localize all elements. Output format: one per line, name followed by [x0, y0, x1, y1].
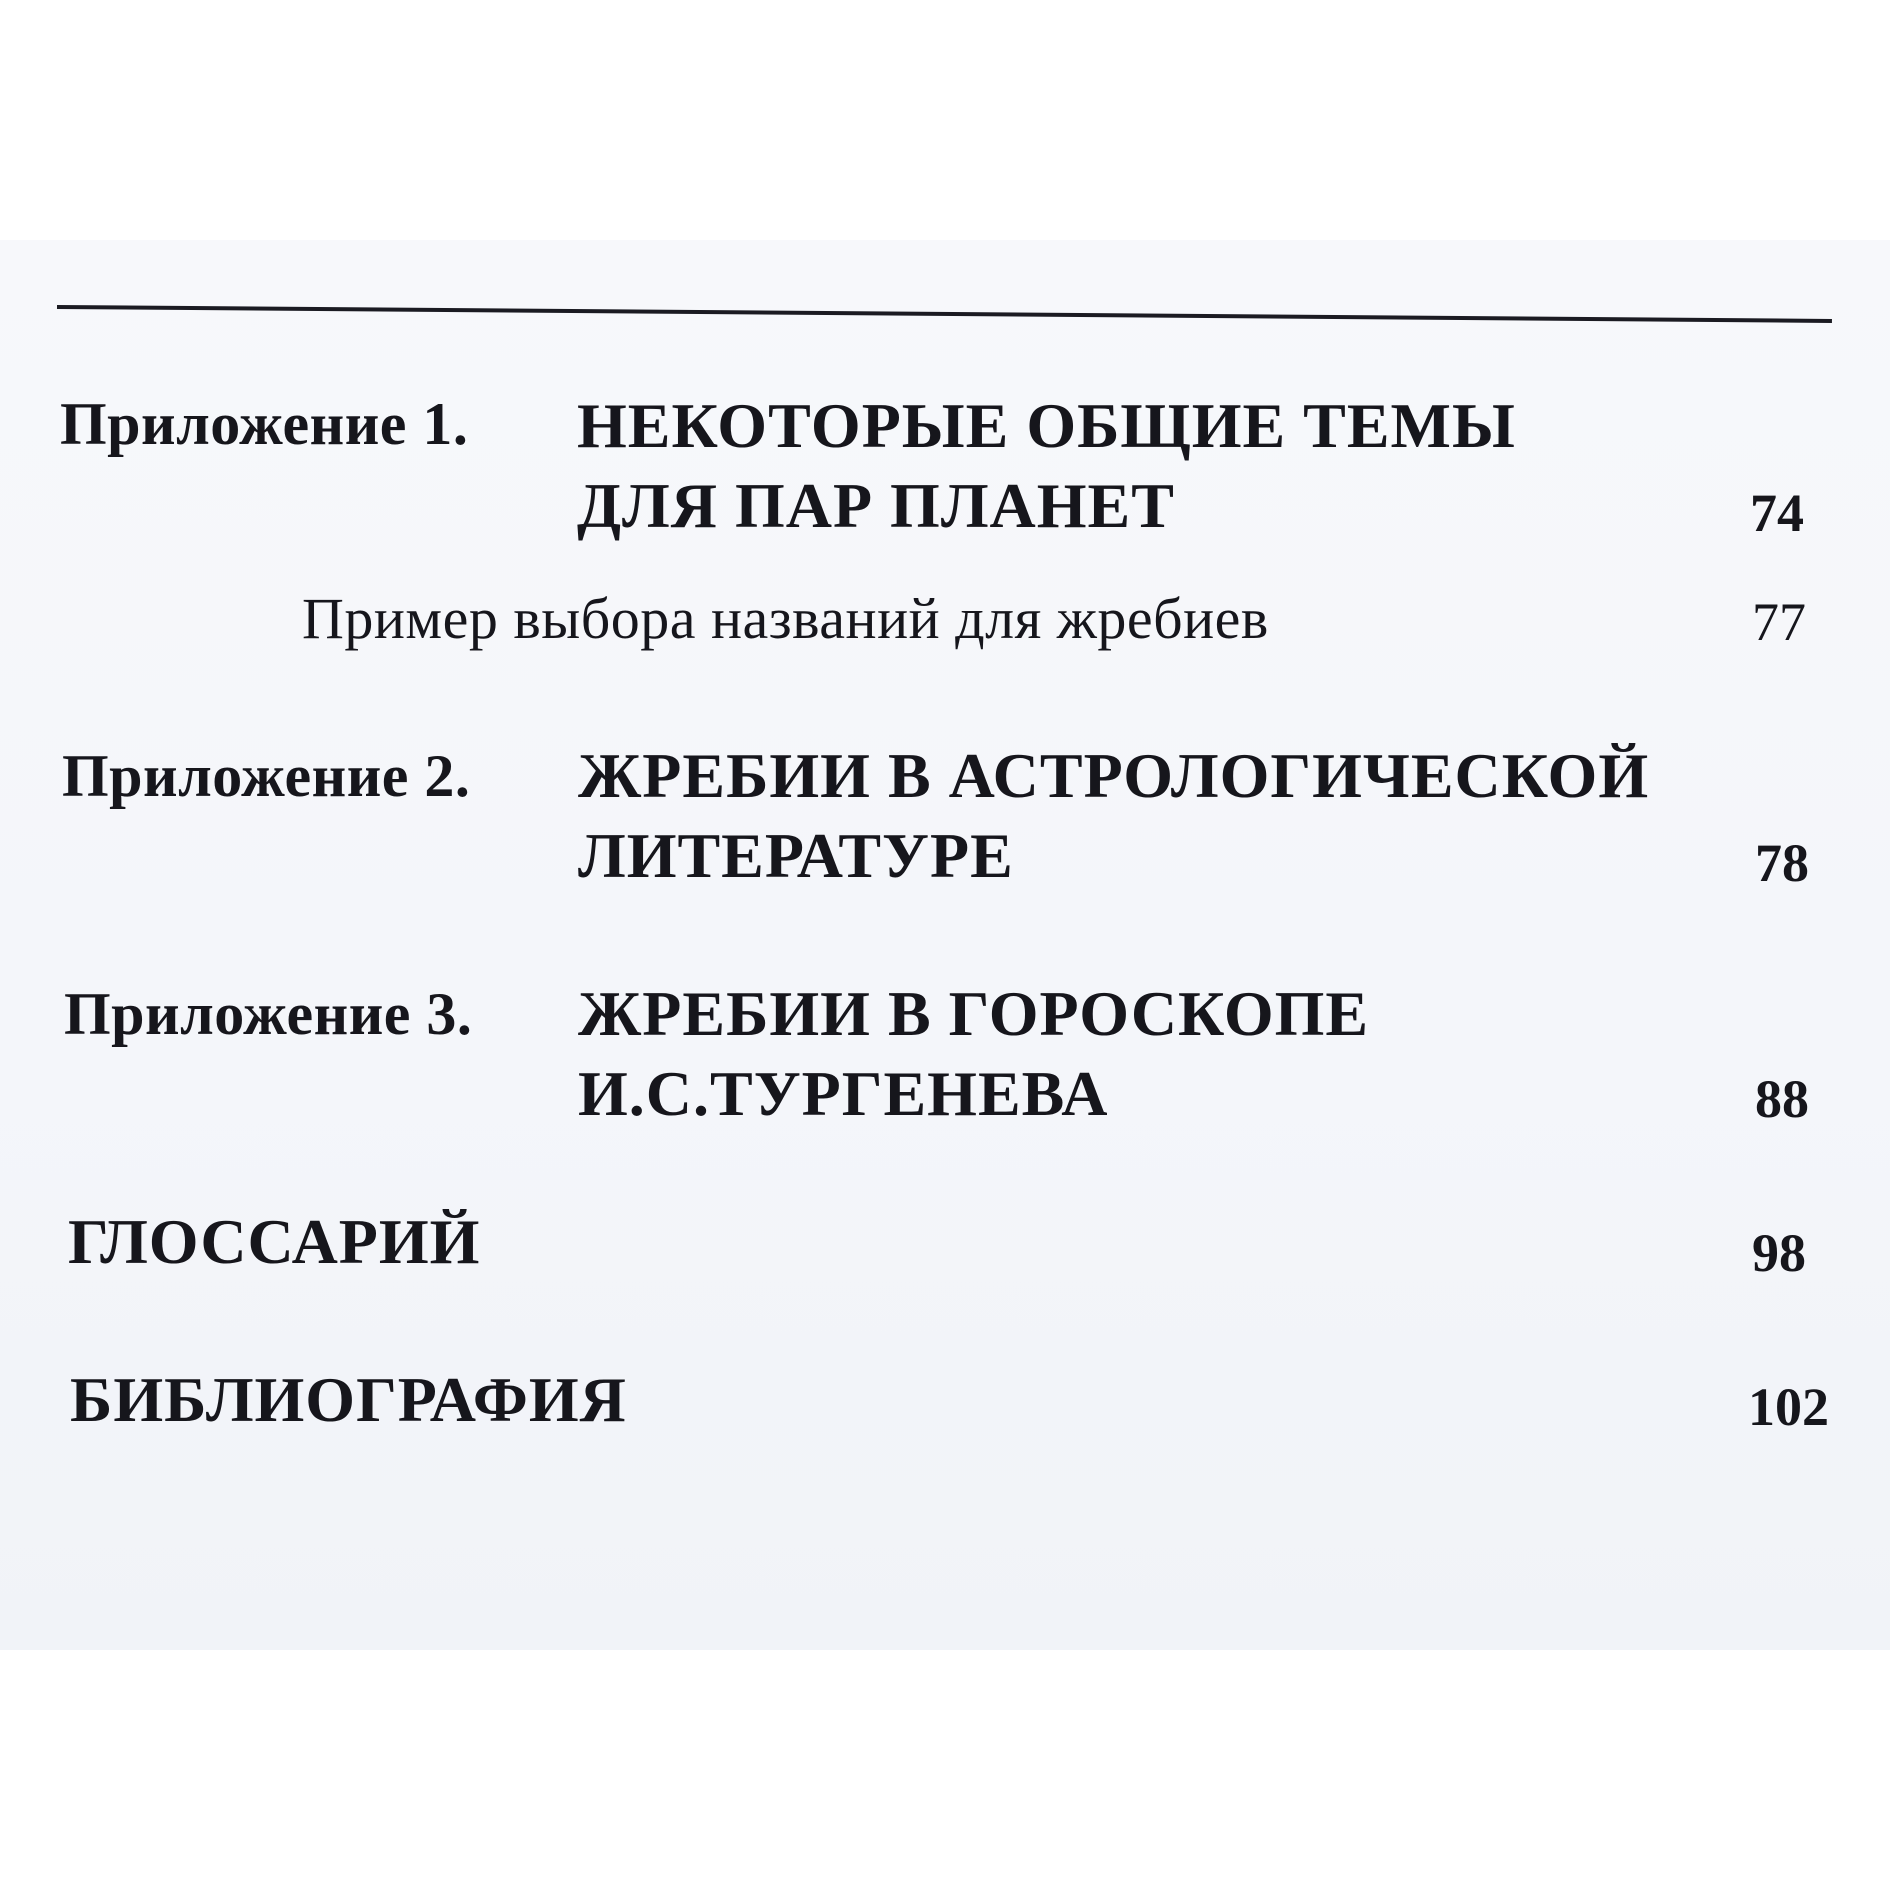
appendix-2-title-line-2: ЛИТЕРАТУРЕ	[578, 820, 1014, 891]
appendix-1-label: Приложение 1.	[60, 391, 469, 457]
appendix-2-title-line-1: ЖРЕБИИ В АСТРОЛОГИЧЕСКОЙ	[578, 740, 1650, 811]
bibliography-page-number: 102	[1748, 1377, 1829, 1437]
appendix-3-title-line-1: ЖРЕБИИ В ГОРОСКОПЕ	[578, 978, 1370, 1049]
appendix-2-page-number: 78	[1755, 833, 1809, 893]
bibliography-title: БИБЛИОГРАФИЯ	[70, 1364, 627, 1435]
glossary-page-number: 98	[1752, 1223, 1806, 1283]
appendix-2-label: Приложение 2.	[62, 743, 471, 809]
appendix-1-title-line-1: НЕКОТОРЫЕ ОБЩИЕ ТЕМЫ	[577, 390, 1516, 461]
glossary-title: ГЛОССАРИЙ	[68, 1206, 481, 1277]
appendix-1-page-number: 74	[1750, 483, 1804, 543]
appendix-3-title-line-2: И.С.ТУРГЕНЕВА	[578, 1058, 1109, 1129]
subentry-page-number: 77	[1752, 592, 1806, 652]
appendix-3-label: Приложение 3.	[64, 981, 473, 1047]
appendix-1-title-line-2: ДЛЯ ПАР ПЛАНЕТ	[577, 470, 1175, 541]
appendix-3-page-number: 88	[1755, 1069, 1809, 1129]
subentry-title: Пример выбора названий для жребиев	[302, 586, 1269, 651]
